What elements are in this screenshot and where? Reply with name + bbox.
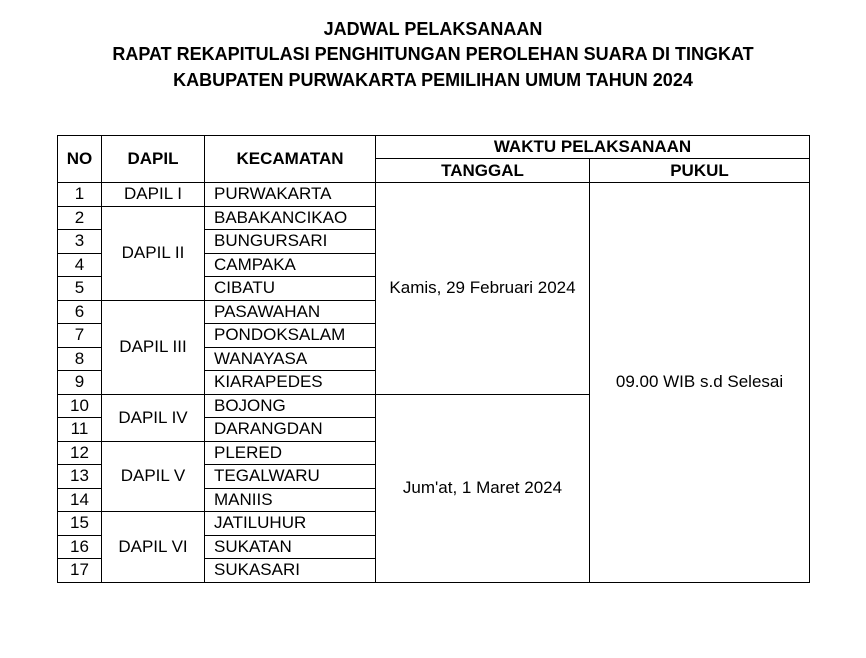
table-row [58,183,810,207]
header-waktu-pelaksanaan: WAKTU PELAKSANAAN [376,136,810,159]
row-no: 7 [58,324,102,348]
row-no: 12 [58,441,102,465]
kecamatan-cell: CIBATU [205,277,376,301]
row-no: 5 [58,277,102,301]
kecamatan-cell: JATILUHUR [205,512,376,536]
row-no: 13 [58,465,102,489]
row-no: 10 [58,394,102,418]
document-subtitle-line-2: KABUPATEN PURWAKARTA PEMILIHAN UMUM TAHUN 2024 [173,70,693,90]
kecamatan-cell: PLERED [205,441,376,465]
dapil-cell: DAPIL I [102,183,205,207]
kecamatan-cell: DARANGDAN [205,418,376,442]
row-no: 6 [58,300,102,324]
row-no: 11 [58,418,102,442]
row-no: 1 [58,183,102,207]
pukul-cell: 09.00 WIB s.d Selesai [590,183,810,583]
kecamatan-cell: TEGALWARU [205,465,376,489]
dapil-cell: DAPIL II [102,206,205,300]
kecamatan-cell: PONDOKSALAM [205,324,376,348]
row-no: 4 [58,253,102,277]
header-dapil: DAPIL [102,136,205,183]
schedule-table [57,135,810,583]
kecamatan-cell: BOJONG [205,394,376,418]
document-title: JADWAL PELAKSANAAN [323,19,543,39]
kecamatan-cell: SUKASARI [205,559,376,583]
dapil-cell: DAPIL III [102,300,205,394]
tanggal-cell: Kamis, 29 Februari 2024 [376,183,590,395]
row-no: 8 [58,347,102,371]
dapil-cell: DAPIL VI [102,512,205,583]
table-header-row [58,136,810,159]
kecamatan-cell: MANIIS [205,488,376,512]
document-subtitle-line-1: RAPAT REKAPITULASI PENGHITUNGAN PEROLEHAN SUARA DI TINGKAT [112,44,754,64]
kecamatan-cell: PURWAKARTA [205,183,376,207]
dapil-cell: DAPIL V [102,441,205,512]
header-kecamatan: KECAMATAN [205,136,376,183]
row-no: 14 [58,488,102,512]
row-no: 3 [58,230,102,254]
tanggal-cell: Jum'at, 1 Maret 2024 [376,394,590,582]
header-tanggal: TANGGAL [376,159,590,183]
row-no: 15 [58,512,102,536]
kecamatan-cell: BABAKANCIKAO [205,206,376,230]
dapil-cell: DAPIL IV [102,394,205,441]
kecamatan-cell: SUKATAN [205,535,376,559]
header-pukul: PUKUL [590,159,810,183]
kecamatan-cell: PASAWAHAN [205,300,376,324]
kecamatan-cell: WANAYASA [205,347,376,371]
row-no: 9 [58,371,102,395]
row-no: 17 [58,559,102,583]
kecamatan-cell: CAMPAKA [205,253,376,277]
header-no: NO [58,136,102,183]
kecamatan-cell: KIARAPEDES [205,371,376,395]
row-no: 2 [58,206,102,230]
row-no: 16 [58,535,102,559]
kecamatan-cell: BUNGURSARI [205,230,376,254]
